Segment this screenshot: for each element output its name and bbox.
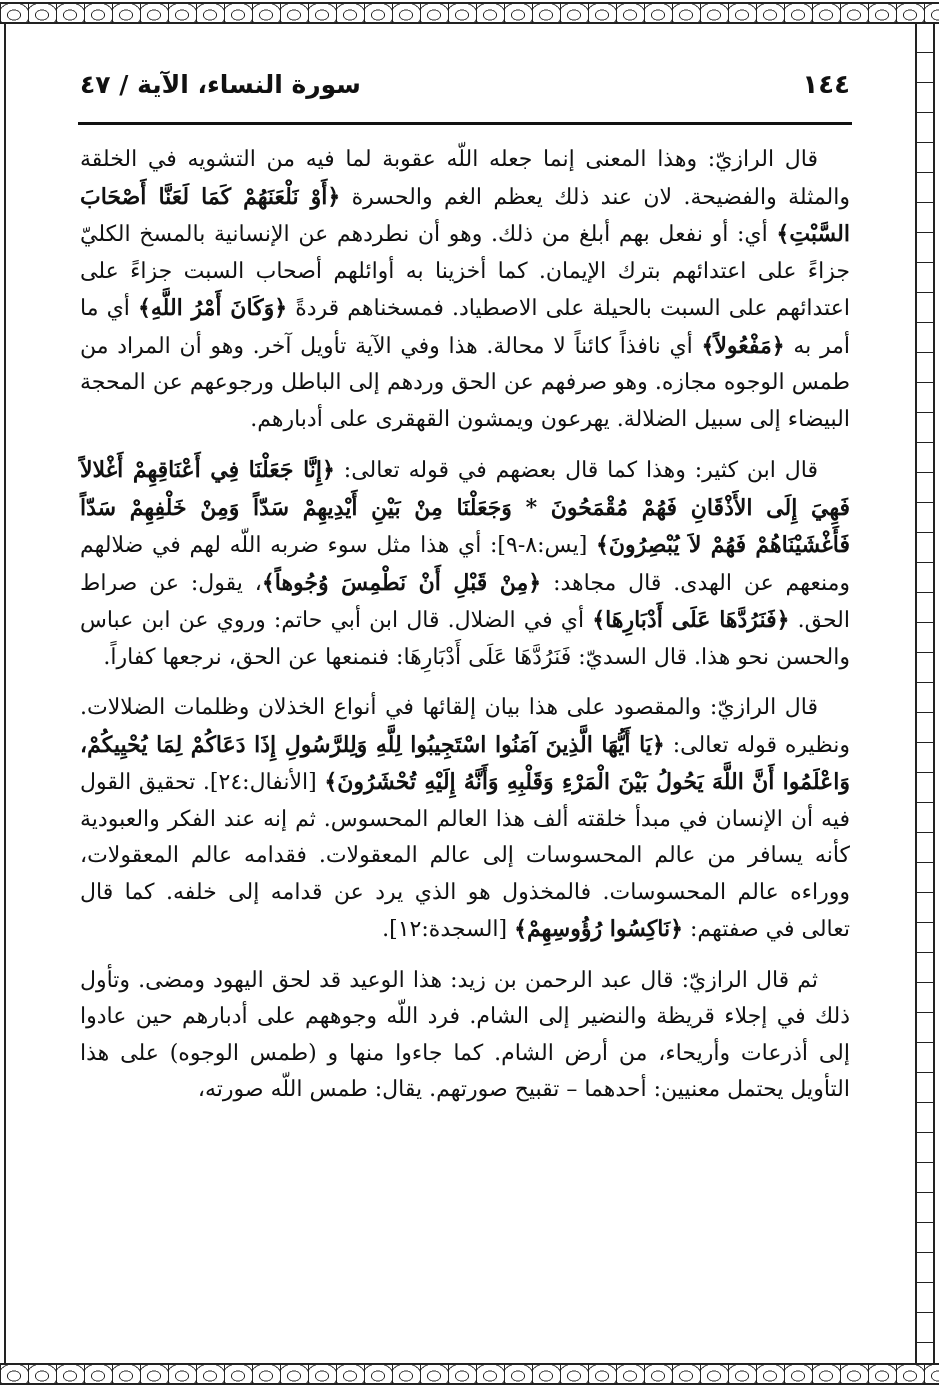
text-segment: ثم قال الرازيّ: قال عبد الرحمن بن زيد: هذا الوعيد قد لحق اليهود ومضى. وتأول ذلك في إجلاء قريظة والنضير إلى الشام. فرد اللّه وجوههم على أدبارهم حين عادوا إلى أذرعات وأريحاء، من أرض الشام. كما جاءوا منها و (طمس الوجوه) على هذا التأويل يحتمل معنيين: أحدهما – تقبيح صورتهم. يقال: طمس اللّه صورته،	[80, 967, 850, 1102]
text-segment: [يس:٨-٩]: أي هذا مثل سوء ضربه اللّه لهم في ضلالهم ومنعهم عن الهدى. قال مجاهد:	[80, 533, 850, 596]
text-segment: [السجدة:١٢].	[382, 917, 515, 942]
text-segment: أي في الضلال. قال ابن أبي حاتم: وروي عن ابن عباس والحسن نحو هذا. قال السديّ: فَنَرُدَّهَا عَلَى أَدْبَارِهَا: فنمنعها عن الحق، نرجعها كفاراً.	[80, 608, 850, 670]
page-header	[80, 70, 850, 116]
quran-quote: ﴿إِنَّا جَعَلْنَا فِي أَعْنَاقِهِمْ أَغْلالاً فَهِيَ إِلَى الأَذْقَانِ فَهُمْ مُقْمَحُونَ * وَجَعَلْنَا مِنْ بَيْنِ أَيْدِيهِمْ سَدّاً وَمِنْ خَلْفِهِمْ سَدّاً فَأَغْشَيْنَاهُمْ فَهُمْ لاَ يُبْصِرُونَ﴾	[80, 457, 850, 558]
paragraph-ibn-kathir	[80, 452, 850, 676]
text-segment: أي: أو نفعل بهم أبلغ من ذلك. وهو أن نطردهم عن الإنسانية بالمسخ الكليّ جزاءً على اعتدائهم بترك الإيمان. كما أخزينا به أوائلهم أصحاب السبت جزاءً على اعتدائهم على السبت بالحيلة على الاصطياد. فمسخناهم قردةً	[80, 222, 850, 321]
quran-quote: ﴿مَفْعُولاً﴾	[701, 332, 785, 359]
text-segment: قال الرازيّ: وهذا المعنى إنما جعله اللّه عقوبة لما فيه من التشويه في الخلقة والمثلة والفضيحة. لان عند ذلك يعظم الغم والحسرة	[80, 147, 850, 210]
running-title: سورة النساء، الآية / ٤٧	[80, 70, 361, 99]
text-segment: قال الرازيّ: والمقصود على هذا بيان إلقائها في أنواع الخذلان وظلمات الضلالات. ونظيره قوله تعالى:	[80, 695, 850, 758]
text-segment: أي نافذاً كائناً لا محالة. هذا وفي الآية تأويل آخر. وهو أن المراد من طمس الوجوه مجازه. وهو صرفهم عن الحق وردهم إلى الباطل ورجوعهم عن المحجة البيضاء إلى سبيل الضلالة. يهرعون ويمشون القهقرى على أدبارهم.	[80, 333, 850, 432]
page-border-right	[915, 22, 935, 1365]
page-border-left	[4, 22, 6, 1365]
paragraph-razi-3	[80, 963, 850, 1109]
page-body	[80, 142, 850, 1123]
page-number: ١٤٤	[802, 70, 850, 100]
quran-quote: ﴿أَوْ نَلْعَنَهُمْ كَمَا لَعَنَّا أَصْحَابَ السَّبْتِ﴾	[80, 183, 850, 247]
quran-quote: ﴿فَنَرُدَّهَا عَلَى أَدْبَارِهَا﴾	[592, 607, 790, 633]
page-border-top	[0, 2, 939, 24]
text-segment: أي ما أمر به	[80, 296, 850, 359]
quran-quote: ﴿نَاكِسُوا رُؤُوسِهِمْ﴾	[514, 916, 684, 942]
text-segment: [الأنفال:٢٤]. تحقيق القول فيه أن الإنسان في مبدأ خلقته ألف هذا العالم المحسوس. ثم إنه عند الفكر والعبودية كأنه يسافر من عالم المحسوسات إلى عالم المعقولات. فقدامه عالم المعقولات، ووراءه عالم المحسوسات. فالمخذول هو الذي يرد عن قدامه إلى خلفه. كما قال تعالى في صفتهم:	[80, 770, 850, 942]
quran-quote: ﴿مِنْ قَبْلِ أَنْ نَطْمِسَ وُجُوهاً﴾	[261, 569, 542, 596]
text-segment: قال ابن كثير: وهذا كما قال بعضهم في قوله تعالى:	[334, 458, 818, 483]
quran-quote: ﴿يَا أَيُّهَا الَّذِينَ آمَنُوا اسْتَجِيبُوا لِلَّهِ وَلِلرَّسُولِ إِذَا دَعَاكُمْ لِمَا يُحْيِيكُمْ، وَاعْلَمُوا أَنَّ اللَّهَ يَحُولُ بَيْنَ الْمَرْءِ وَقَلْبِهِ وَأَنَّهُ إِلَيْهِ تُحْشَرُونَ﴾	[80, 731, 850, 795]
page-border-bottom	[0, 1363, 939, 1385]
paragraph-razi-2	[80, 690, 850, 949]
paragraph-razi-1	[80, 142, 850, 438]
quran-quote: ﴿وَكَانَ أَمْرُ اللَّهِ﴾	[137, 295, 288, 321]
text-segment: ، يقول: عن صراط الحق.	[80, 570, 851, 633]
header-rule	[78, 122, 852, 125]
